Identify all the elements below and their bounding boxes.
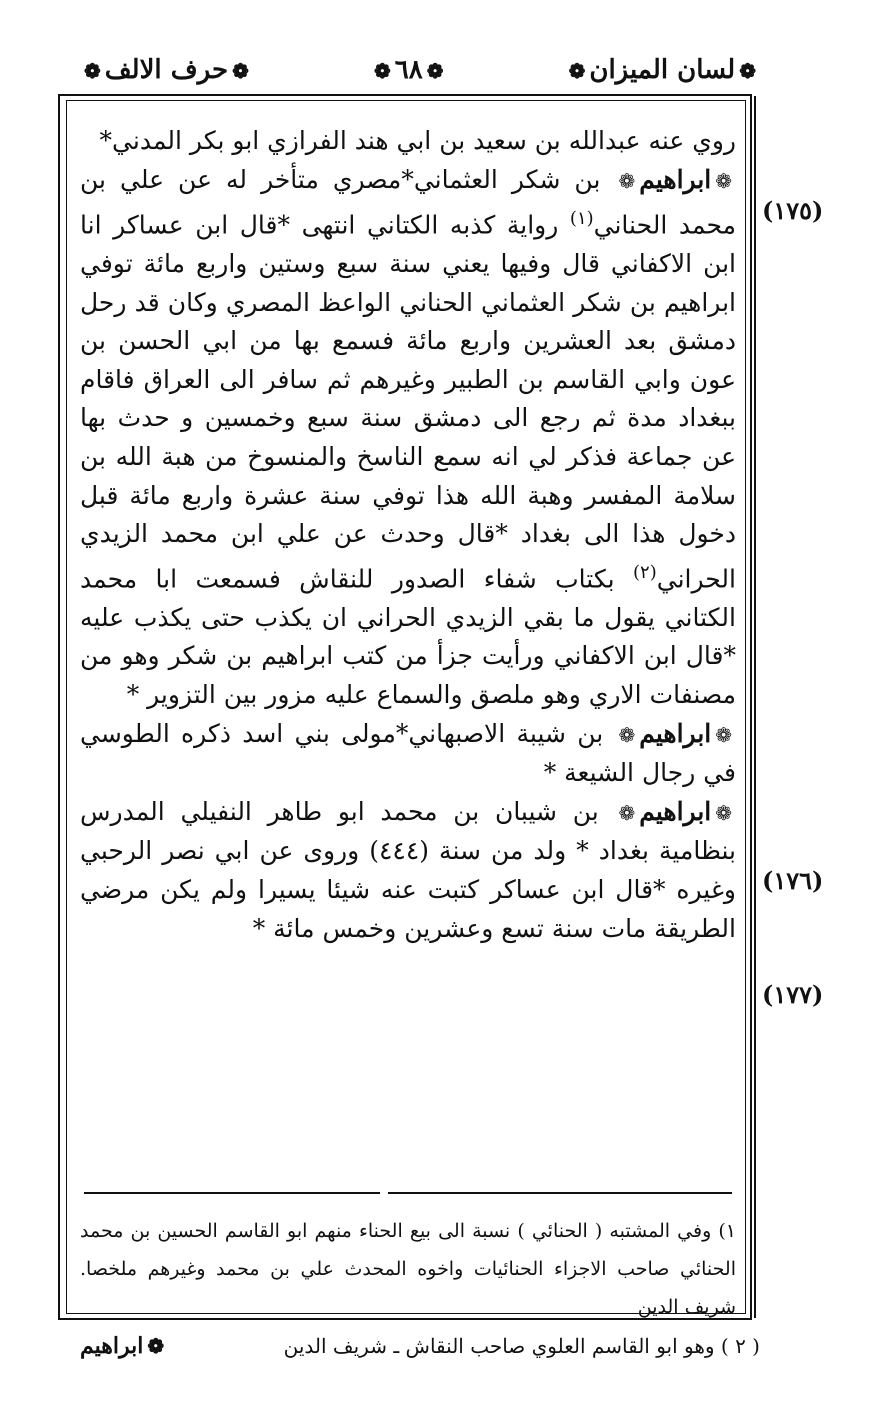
- footnote-ref-2: (٢): [633, 561, 657, 583]
- entry-name: ابراهيم: [639, 796, 712, 826]
- main-text: [80, 122, 736, 1176]
- ornament-icon: ❁: [618, 722, 636, 747]
- ornament-icon: ❁: [715, 722, 732, 747]
- ornament-icon: ❁: [232, 59, 249, 83]
- ornament-icon: ❁: [618, 800, 636, 825]
- section-title: ❁حرف الالف❁: [80, 55, 253, 85]
- entry-number-177: (١٧٧): [762, 980, 824, 1009]
- entry-text: بن شكر العثماني*مصري متأخر له عن علي بن محمد الحناني: [80, 164, 736, 240]
- ornament-icon: ❁: [84, 59, 101, 83]
- ornament-icon: ❁: [373, 59, 391, 83]
- bottom-line: [80, 1328, 760, 1364]
- entry-name: ابراهيم: [639, 718, 712, 748]
- ornament-icon: ❁: [739, 59, 756, 83]
- entry-text: بن شيبان بن محمد ابو طاهر النفيلي المدرس بنظامية بغداد * ولد من سنة (٤٤٤) وروى عن ابي نصر الرحبي وغيره *قال ابن عساكر كتبت عنه شيئا يسيرا ولم يكن مرضي الطريقة مات سنة تسع وعشرين وخمس مائة *: [80, 796, 736, 943]
- footnote-2: ( ٢ ) وهو ابو القاسم العلوي صاحب النقاش ـ شريف الدين: [283, 1334, 760, 1358]
- entry-text-cont2: بكتاب شفاء الصدور للنقاش فسمعت ابا محمد الكتاني يقول ما بقي الزيدي الحراني ان يكذب حتى يكذب عليه *قال ابن الاكفاني ورأيت جزأ من كتب ابراهيم بن شكر وهو من مصنفات الاري وهو ملصق والسماع عليه مزور بين التزوير *: [80, 564, 736, 709]
- entry-number-176: (١٧٦): [762, 866, 824, 895]
- ornament-icon: ❁: [715, 168, 733, 193]
- margin-rule: [754, 96, 756, 1318]
- running-header: [80, 44, 760, 96]
- catchword: ❁ابراهيم: [80, 1333, 168, 1359]
- footnote-1: ١) وفي المشتبه ( الحنائي ) نسبة الى بيع الحناء منهم ابو القاسم الحسين بن محمد الحنائي صاحب الاجزاء الحنائيات واخوه المحدث علي بن محمد وغيرهم ملخصا. شريف الدين: [80, 1220, 736, 1318]
- ornament-icon: ❁: [568, 59, 586, 83]
- footnotes: [80, 1212, 736, 1318]
- entry-176: [80, 715, 736, 793]
- ornament-icon: ❁: [715, 800, 732, 825]
- entry-name: ابراهيم: [639, 164, 712, 194]
- footnote-divider: [388, 1192, 732, 1194]
- ornament-icon: ❁: [147, 1334, 165, 1358]
- entry-text: بن شيبة الاصبهاني*مولى بني اسد ذكره الطوسي في رجال الشيعة *: [80, 718, 736, 788]
- ornament-icon: ❁: [426, 59, 444, 83]
- intro-line: روي عنه عبدالله بن سعيد بن ابي هند الفرازي ابو بكر المدني*: [99, 126, 736, 155]
- entry-number-175: (١٧٥): [762, 196, 824, 225]
- entry-text-cont: رواية كذبه الكتاني انتهى *قال ابن عساكر انا ابن الاكفاني قال وفيها يعني سنة سبع وستين واربع مائة توفي ابراهيم بن شكر العثماني الحناني الواعظ المصري وكان قد رحل دمشق بعد العشرين واربع مائة فسمع بها من ابي الحسن بن عون وابي القاسم بن الطبير وغيرهم ثم سافر الى العراق فاقام ببغداد مدة ثم رجع الى دمشق سنة سبع وخمسين و حدث بها عن جماعة فذكر لي انه سمع الناسخ والمنسوخ من هبة الله بن سلامة المفسر وهبة الله هذا توفي سنة عشرة واربع مائة قبل دخول هذا الى بغداد *قال وحدث عن علي ابن محمد الزيدي الحراني: [80, 210, 736, 594]
- footnote-ref-1: (١): [569, 208, 594, 230]
- ornament-icon: ❁: [618, 168, 636, 193]
- page-number: ❁٦٨❁: [370, 55, 447, 85]
- book-title: ❁لسان الميزان❁: [565, 55, 760, 85]
- footnote-divider: [84, 1192, 380, 1194]
- entry-175: [80, 161, 736, 715]
- entry-177: [80, 793, 736, 948]
